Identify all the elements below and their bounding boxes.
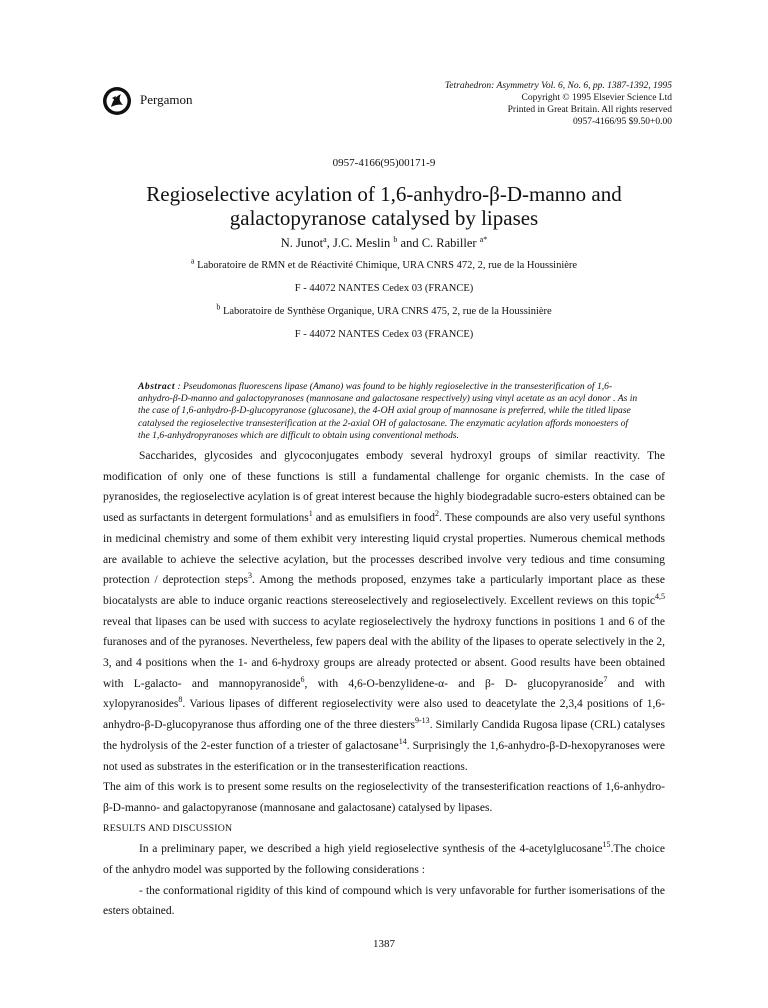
author-list [0, 236, 768, 251]
affiliation-a-line2: F - 44072 NANTES Cedex 03 (FRANCE) [294, 283, 474, 294]
affiliation-text: Laboratoire de Synthèse Organique, URA CNRS 475, 2, rue de la Houssinière [220, 306, 552, 317]
abstract-text: : Pseudomonas fluorescens lipase (Amano) was found to be highly regioselective in the transesterification of 1,6-anhydro-β-D-manno and galactopyranoses (mannosane and galactosane respectively) using vinyl acetate as an acyl donor . As in the case of 1,6-anhydro-β-D-glucopyranose (glucosane), the 4-OH axial group of mannosane is preferred, while the titled lipase catalysed the regioselective transesterification at the 2-axial OH of galactosane. The enzymatic acylation affords monoesters of the 1,6-anhydropyranoses which are difficult to obtain using conventional methods. [138, 381, 638, 441]
paragraph-text: and with xylopyranosides [103, 677, 665, 711]
affiliation-b-line2: F - 44072 NANTES Cedex 03 (FRANCE) [294, 329, 474, 340]
paragraph-text: Saccharides, glycosides and glycoconjugates embody several hydroxyl groups of similar reactivity. The modification of only one of these functions is still a fundamental challenge for organic chemists. In the case of pyranosides, the regioselective acylation is of great interest because the highly biodegradable sucro-esters obtained can be used as surfactants in detergent formulations [103, 450, 665, 525]
paragraph-intro [103, 446, 665, 777]
paragraph-text: . Surprisingly the 1,6-anhydro-β-D-hexopyranoses were not used as substrates in the esterification or in the transesterification reactions. [103, 739, 665, 773]
pergamon-logo-icon [102, 86, 132, 116]
reference-mark: 8 [178, 695, 183, 705]
journal-info [445, 80, 672, 128]
article-doi: 0957-4166(95)00171-9 [332, 157, 436, 169]
paragraph-text: . Among the methods proposed, enzymes take a particularly important place as these biocatalysts are able to induce organic reactions stereoselectively and regioselectively. Excellent reviews on this topic [103, 574, 666, 607]
author-affiliation-mark: a [323, 234, 327, 244]
paragraph-consideration: - the conformational rigidity of this kind of compound which is very unfavorable for further isomerisations of the esters obtained. [103, 884, 665, 918]
author-name: , J.C. Meslin [326, 236, 391, 250]
copyright-line: Copyright © 1995 Elsevier Science Ltd [521, 93, 672, 103]
reference-mark: 4,5 [655, 592, 665, 602]
affiliation-b-line1 [0, 302, 768, 317]
page-number: 1387 [373, 938, 395, 950]
paragraph-text: . These compounds are also very useful synthons in medicinal chemistry and some of them exhibit very interesting liquid crystal properties. Numerous chemical methods are available to achieve the selective acylation, but the processes described involve very tedious and time consuming protection / deprotection steps [103, 512, 666, 587]
body-text [103, 446, 665, 922]
paragraph-text: . Similarly Candida Rugosa lipase (CRL) catalyses the hydrolysis of the 2-ester function of a triester of galactosane [103, 719, 665, 752]
paragraph-text: reveal that lipases can be used with success to acylate regioselectively the hydroxy functions in positions 1 and 6 of the furanoses and of the pyranoses. Nevertheless, few papers deal with the ability of the lipases to operate selectively in the 2, 3, and 4 positions when the 1- and 6-hydroxy groups are already protected or absent. Good results have been obtained with L-galacto- and mannopyranoside [103, 615, 665, 690]
publisher-name: Pergamon [140, 92, 193, 107]
reference-mark: 1 [308, 509, 313, 519]
reference-mark: 15 [602, 840, 611, 850]
affiliation-text: Laboratoire de RMN et de Réactivité Chimique, URA CNRS 472, 2, rue de la Houssinière [194, 260, 578, 271]
affiliation-mark: a [190, 256, 195, 266]
abstract [138, 381, 638, 442]
reference-mark: 6 [300, 674, 305, 684]
paragraph-text: .The choice of the anhydro model was supported by the following considerations : [103, 843, 665, 877]
paragraph-text: and as emulsifiers in food [312, 512, 435, 525]
reference-mark: 9-13 [415, 716, 430, 726]
paragraph-aim: The aim of this work is to present some results on the regioselectivity of the transesterification reactions of 1,6-anhydro-β-D-manno- and galactopyranose (mannosane and galactosane) catalysed by lipases. [103, 781, 665, 814]
paragraph-text: . Various lipases of different regioselectivity were also used to deacetylate the 2,3,4 positions of 1,6-anhydro-β-D-glucopyranose thus affording one of the three diesters [103, 698, 665, 732]
author-affiliation-mark: a* [479, 234, 488, 244]
affiliation-a-line1 [0, 256, 768, 271]
paragraph-results [103, 839, 665, 880]
paragraph-text: , with 4,6-O-benzylidene-α- and β- D- glucopyranoside [304, 677, 604, 690]
paragraph-text: In a preliminary paper, we described a high yield regioselective synthesis of the 4-acetylglucosane [139, 843, 603, 856]
printed-line: Printed in Great Britain. All rights reserved [507, 105, 672, 115]
reference-mark: 7 [603, 674, 608, 684]
abstract-label: Abstract [138, 381, 176, 392]
price-line: 0957-4166/95 $9.50+0.00 [572, 117, 672, 127]
paper-title: Regioselective acylation of 1,6-anhydro-β-D-manno and galactopyranose catalysed by lipases [146, 182, 622, 230]
reference-mark: 3 [247, 571, 252, 581]
author-name: and C. Rabiller [397, 236, 477, 250]
reference-mark: 2 [434, 509, 439, 519]
section-heading: RESULTS AND DISCUSSION [103, 822, 233, 834]
author-affiliation-mark: b [393, 234, 398, 244]
author-name: N. Junot [280, 236, 324, 250]
reference-mark: 14 [398, 737, 407, 747]
journal-citation: Tetrahedron: Asymmetry Vol. 6, No. 6, pp. 1387-1392, 1995 [444, 81, 672, 91]
affiliation-mark: b [216, 302, 221, 312]
